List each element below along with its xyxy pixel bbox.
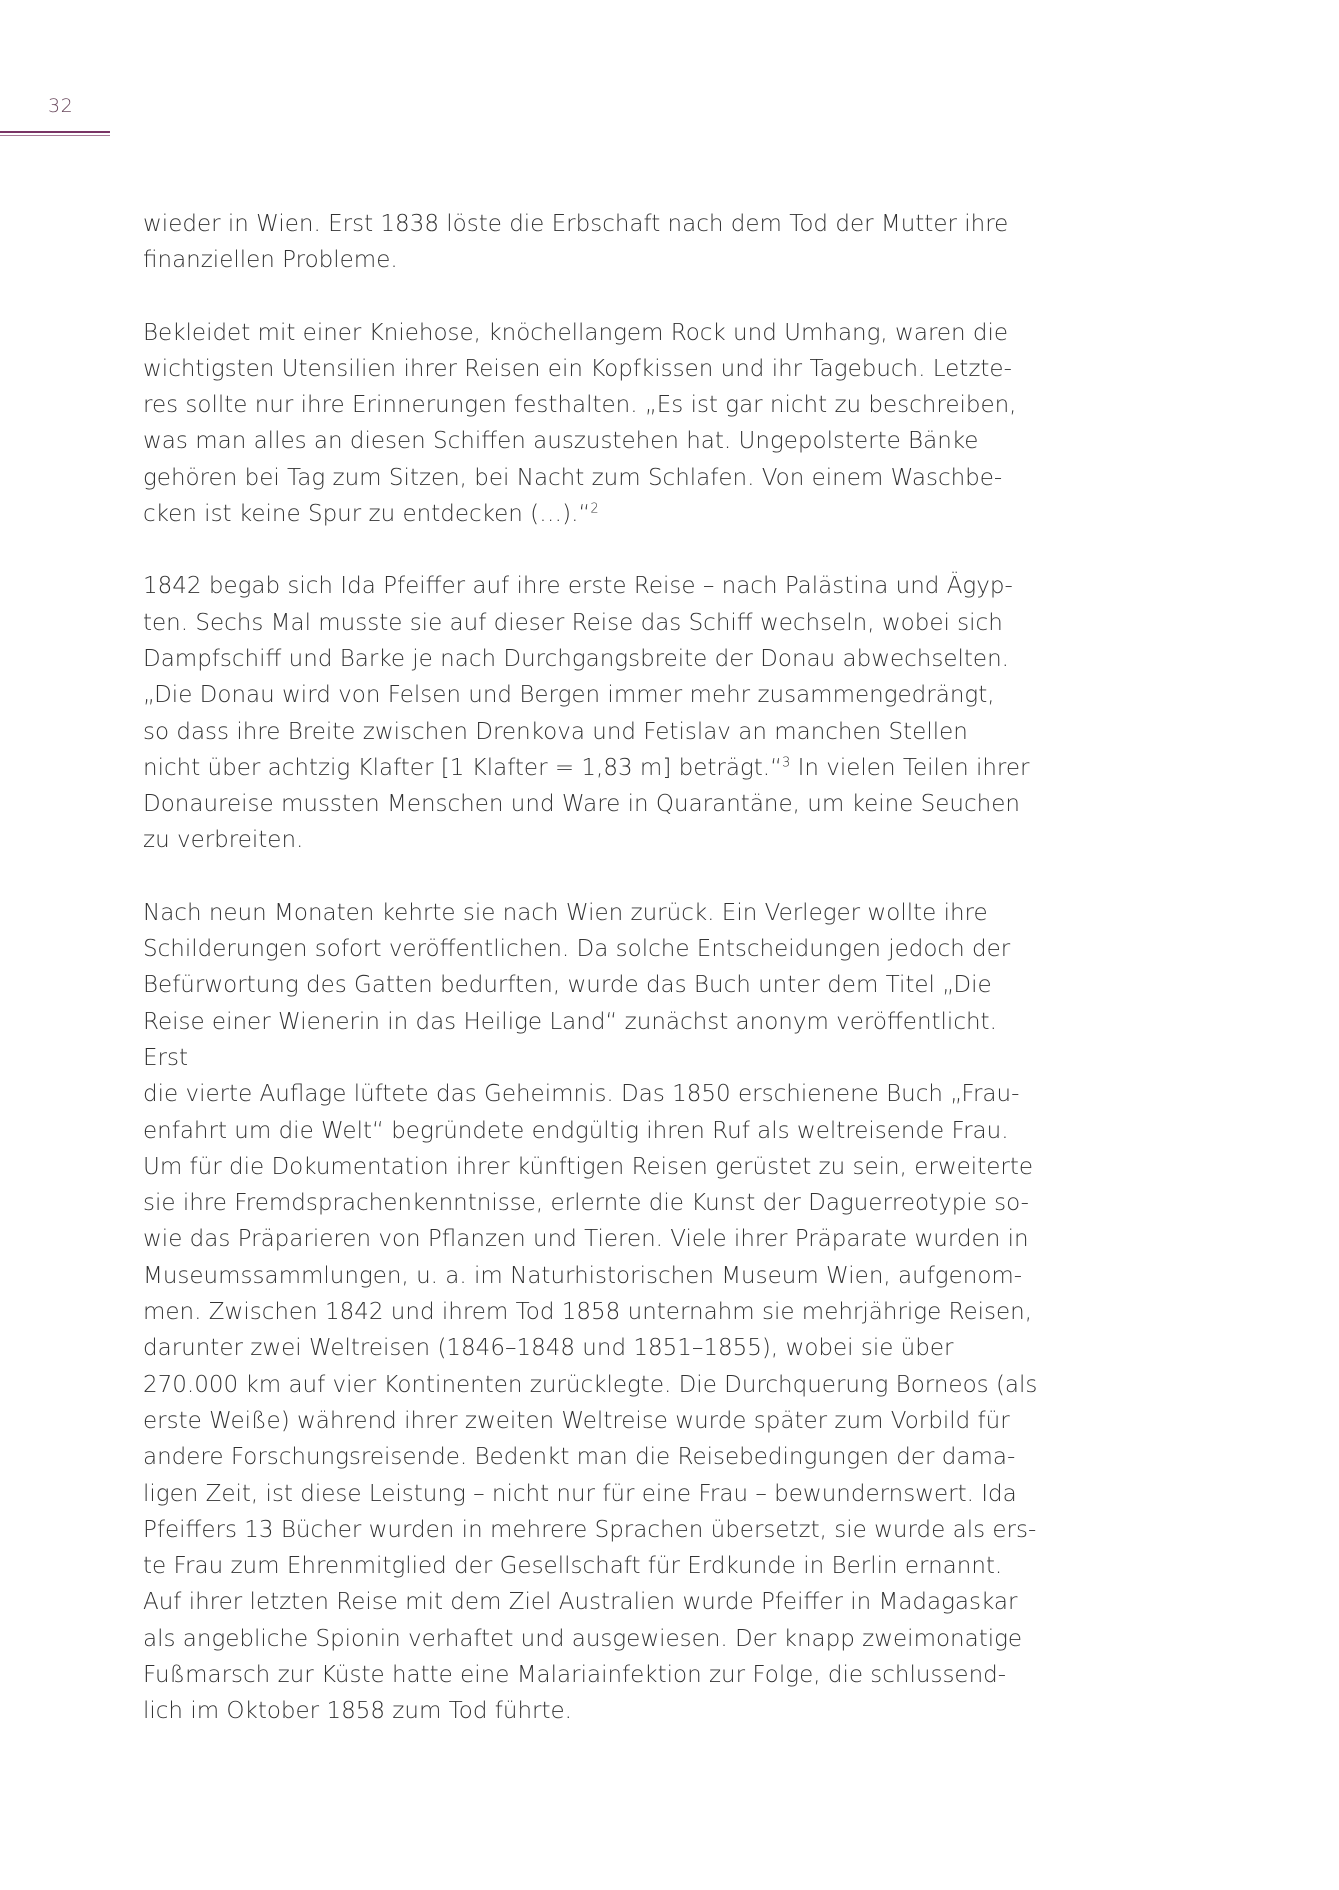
page-number: 32 [48,95,74,117]
body-text [143,206,1048,1730]
paragraph-1 [143,206,1048,279]
paragraph-4 [143,895,1048,1730]
paragraph-2 [143,315,1048,533]
footnote-ref-2: 2 [590,501,599,517]
paragraph-3 [143,568,1048,858]
header-rule-top [0,131,110,133]
paragraph-3-text-after: In vielen Teilen ihrer Donaureise mussten Menschen und Ware in Quarantäne, um keine Seuchen zu verbreiten. [143,754,1030,854]
header-rule-bottom [0,135,110,136]
paragraph-4-text: Nach neun Monaten kehrte sie nach Wien zurück. Ein Verleger wollte ihre Schilderungen sofort veröffentlichen. Da solche Entscheidungen jedoch der Befürwortung des Gatten bedurften, wurde das Buch unter dem Titel „Die Reise einer Wienerin in das Heilige Land“ zunächst anonym veröffentlicht. Erst die vierte Auflage lüftete das Geheimnis. Das 1850 erschienene Buch „Frau- enfahrt um die Welt“ begründete endgültig ihren Ruf als weltreisende Frau. Um für die Dokumentation ihrer künftigen Reisen gerüstet zu sein, erweiterte sie ihre Fremdsprachenkenntnisse, erlernte die Kunst der Daguerreotypie so- wie das Präparieren von Pflanzen und Tieren. Viele ihrer Präparate wurden in Museumssammlungen, u. a. im Naturhistorischen Museum Wien, aufgenom- men. Zwischen 1842 und ihrem Tod 1858 unternahm sie mehrjährige Reisen, darunter zwei Weltreisen (1846–1848 und 1851–1855), wobei sie über 270.000 km auf vier Kontinenten zurücklegte. Die Durchquerung Borneos (als erste Weiße) während ihrer zweiten Weltreise wurde später zum Vorbild für andere Forschungsreisende. Bedenkt man die Reisebedingungen der dama- ligen Zeit, ist diese Leistung – nicht nur für eine Frau – bewundernswert. Ida Pfeiffers 13 Bücher wurden in mehrere Sprachen übersetzt, sie wurde als ers- te Frau zum Ehrenmitglied der Gesellschaft für Erdkunde in Berlin ernannt. Auf ihrer letzten Reise mit dem Ziel Australien wurde Pfeiffer in Madagaskar als angebliche Spionin verhaftet und ausgewiesen. Der knapp zweimonatige Fußmarsch zur Küste hatte eine Malariainfektion zur Folge, die schlussend- lich im Oktober 1858 zum Tod führte. [143,899,1038,1725]
paragraph-2-text: Bekleidet mit einer Kniehose, knöchellangem Rock und Umhang, waren die wichtigsten Utensilien ihrer Reisen ein Kopfkissen und ihr Tagebuch. Letzte- res sollte nur ihre Erinnerungen festhalten. „Es ist gar nicht zu beschreiben, was man alles an diesen Schiffen auszustehen hat. Ungepolsterte Bänke gehören bei Tag zum Sitzen, bei Nacht zum Schlafen. Von einem Waschbe- cken ist keine Spur zu entdecken (…).“ [143,319,1017,528]
footnote-ref-3: 3 [782,755,791,771]
paragraph-3-text: 1842 begab sich Ida Pfeiffer auf ihre erste Reise – nach Palästina und Ägyp- ten. Sechs Mal musste sie auf dieser Reise das Schiff wechseln, wobei sich Dampfschiff und Barke je nach Durchgangsbreite der Donau abwechselten. „Die Donau wird von Felsen und Bergen immer mehr zusammengedrängt, so dass ihre Breite zwischen Drenkova und Fetislav an manchen Stellen nicht über achtzig Klafter [1 Klafter = 1,83 m] beträgt.“ [143,573,1013,781]
paragraph-1-text: wieder in Wien. Erst 1838 löste die Erbschaft nach dem Tod der Mutter ihre finanziellen Probleme. [143,211,1009,274]
